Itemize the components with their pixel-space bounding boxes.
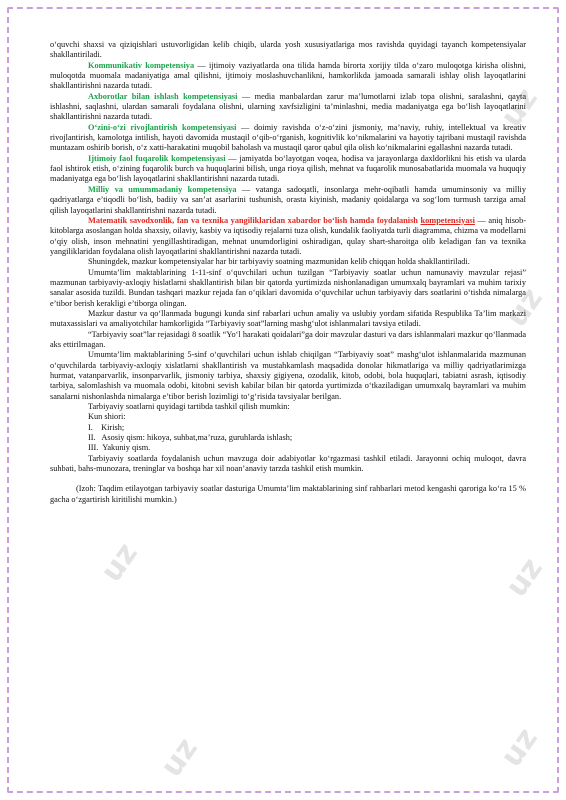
paragraph-motto: Kun shiori: <box>88 412 126 422</box>
paragraph-civic <box>50 154 526 185</box>
keyword-communicative: Kommunikativ kompetensiya <box>88 60 195 70</box>
keyword-self-development: O‘zini-o‘zi rivojlantirish kompetensiyasi <box>88 122 237 132</box>
document-body <box>50 40 526 505</box>
watermark-text: uz <box>498 281 550 334</box>
paragraph-text: — media manbalardan zarur ma’lumotlarni izlab topa olishni, saralashni, qayta ishlashni, saqlashni, ulardan samarali foydalana olishni, ularning xavfsizligini ta’minlashni, media madaniyatga ega bo‘lish layoqatlarini shakllantirishni nazarda tutadi. <box>50 91 526 122</box>
footnote-note: (Izoh: Taqdim etilayotgan tarbiyaviy soatlar dasturiga Umumta’lim maktablarining sinf rahbarlari metod kengashi qaroriga ko‘ra 15 % gacha o‘zgartirish kiritilishi mumkin.) <box>50 484 526 504</box>
paragraph-exhibition: Tarbiyaviy soatlarda foydalanish uchun mavzuga doir adabiyotlar ko‘rgazmasi tashkil etiladi. Jarayonni ochiq muloqot, davra suhbati, bahs-munozara, treninglar va boshqa har xil noan’anaviy tarzda tashkil etish mumkin. <box>50 453 526 474</box>
paragraph-communicative <box>50 61 526 92</box>
watermark-text: uz <box>153 731 205 784</box>
list-item-main: II. Asosiy qism: hikoya, suhbat,ma’ruza, guruhlarda ishlash; <box>88 433 293 443</box>
paragraph-self-development <box>50 123 526 154</box>
keyword-civic: Ijtimoiy faol fuqarolik kompetensiyasi <box>88 153 226 163</box>
watermark-text: uz <box>493 81 545 134</box>
paragraph-text: — vatanga sadoqatli, insonlarga mehr-oqibatli hamda umuminsoniy va milliy qadriyatlarga e’tiqodli bo‘lish, badiiy va san’at asarlarini tushunish, orasta kiyinish, madaniy qoidalarga va sog‘lom turmush tarziga amal qilish layoqatlarini shakllantirishni nazarda tutadi. <box>50 184 526 215</box>
paragraph-text: — ijtimoiy vaziyatlarda ona tilida hamda birorta xorijiy tilda o‘zaro muloqotga kirisha olishni, muloqotda muomala madaniyatiga amal qilishni, ijtimoiy moslashuvchanlikni, hamkorlikda jamoada samarali ishlay olish layoqatlarini shakllantirishni nazarda tutadi. <box>50 60 526 91</box>
list-item-intro: I. Kirish; <box>88 422 125 432</box>
paragraph-intro: o‘quvchi shaxsi va qiziqishlari ustuvorligidan kelib chiqib, ularda yosh xususiyatlariga mos ravishda quyidagi tayanch kompetensiyalar shakllantiriladi. <box>50 40 526 60</box>
paragraph-order: Tarbiyaviy soatlarni quyidagi tartibda tashkil qilish mumkin: <box>88 402 290 412</box>
paragraph-text: — doimiy ravishda o‘z-o‘zini jismoniy, ma’naviy, ruhiy, intellektual va kreativ rivojlantirish, kamolotga intilish, hayoti davomida mustaqil o‘qib-o‘rganish, kognitivlik ko‘nikmalarini va hayotiy tajribani mustaqil ravishda muntazam oshirib borish, o‘z xatti-harakatini muqobil baholash va mustaqil qaror qabul qila olish ko‘nikmalarini egallashni nazarda tutadi. <box>50 122 526 153</box>
watermark-text: uz <box>93 536 145 589</box>
watermark-text: uz <box>498 551 550 604</box>
list-item-final: III. Yakuniy qism. <box>88 443 151 453</box>
paragraph-also: Shuningdek, mazkur kompetensiyalar har bir tarbiyaviy soatning mazmunidan kelib chiqqan holda shakllantiriladi. <box>88 257 470 267</box>
paragraph-traffic-rules: “Tarbiyaviy soat”lar rejasidagi 8 soatlik “Yo‘l harakati qoidalari”ga doir mavzular dasturi va dars ishlanmalari mazkur qo‘llanmada aks ettirilmagan. <box>50 329 526 349</box>
watermark-text: uz <box>493 721 545 774</box>
paragraph-plan: Umumta’lim maktablarining 1-11-sinf o‘quvchilari uchun tuzilgan “Tarbiyaviy soatlar uchun namunaviy mavzular rejasi” mazmunan tarbiyaviy-axloqiy hislatlarni shakllantirish bilan bir qatorda yurtimizda nishonlanadigan umumxalq bayramlari va muhim tarixiy sanalar asosida tuzildi. Bundan tashqari mazkur rejada fan o‘qiklari davomida o‘quvchilar uchun tarbiyaviy dars soatlarini o‘tishda nimalarga e’tibor berish kerakligi e’tiborga olingan. <box>50 267 526 308</box>
keyword-information: Axborotlar bilan ishlash kompetensiyasi <box>88 91 238 101</box>
paragraph-grade5: Umumta’lim maktablarining 5-sinf o‘quvchilari uchun ishlab chiqilgan “Tarbiyaviy soat” mashg‘ulot ishlanmalarida mazmunan o‘quvchilarda tarbiyaviy-axloqiy xislatlarni shakllantirish va mustahkamlash maqsadida donolar hikmatlariga va milliy qadriyatlarimizga hurmat, vatanparvarlik, insonparvarlik, jismoniy tarbiya, shaxsiy gigiyena, ozodalik, kitob, odobi, bola huquqlari, tabiatni asrash, iqtisodiy tarbiya, salomlashish va muomala odobi, kitobni sevish kabilar bilan bir qatorda yurtimizda o‘tkaziladigan umumxalq bayramlari va muhim sanalarni nishonlashda nimalarga e’tibor berish lozimligi to‘g‘risida tavsiyalar berilgan. <box>50 350 526 401</box>
paragraph-math-literacy <box>50 216 526 257</box>
paragraph-national-culture <box>50 185 526 216</box>
paragraph-text: — jamiyatda bo‘layotgan voqea, hodisa va jarayonlarga daxldorlikni his etish va ularda faol ishtirok etish, o‘zining fuqarolik burch va huquqlarini bilish, unga rioya qilish, mehnat va fuqarolik munosabatlarida muomala va huquqiy madaniyatga ega bo‘lish layoqatlarini shakllantirishni nazarda tutadi. <box>50 153 526 184</box>
paragraph-manual: Mazkur dastur va qo‘llanmada bugungi kunda sinf rabarlari uchun amaliy va uslubiy yordam sifatida Respublika Ta’lim markazi mutaxassislari va amaliyotchilar hamkorligida “Tarbiyaviy soat”larning mashg‘ulot ishlanmalari tavsiya etiladi. <box>50 308 526 329</box>
keyword-national-culture: Milliy va umummadaniy kompetensiya <box>88 184 237 194</box>
keyword-math-literacy: Matematik savodxonlik, fan va texnika yangiliklaridan xabardor bo‘lish hamda foydalanish <box>88 215 418 225</box>
paragraph-text: — aniq hisob-kitoblarga asoslangan holda shaxsiy, oilaviy, kasbiy va iqtisodiy rejalarni tuza olish, kundalik faoliyatda turli diagramma, chizma va modellarni o‘qiy olish, inson mehnatini yengillashtiradigan, mehnat unumdorligini oshiradigan, qulay shart-sharoitga olib keladigan fan va texnika yangiliklaridan foydalana olish layoqatlarini shakllantirishni nazarda tutadi. <box>50 215 526 256</box>
keyword-competence: kompetensiyasi <box>420 215 475 225</box>
paragraph-information <box>50 92 526 123</box>
